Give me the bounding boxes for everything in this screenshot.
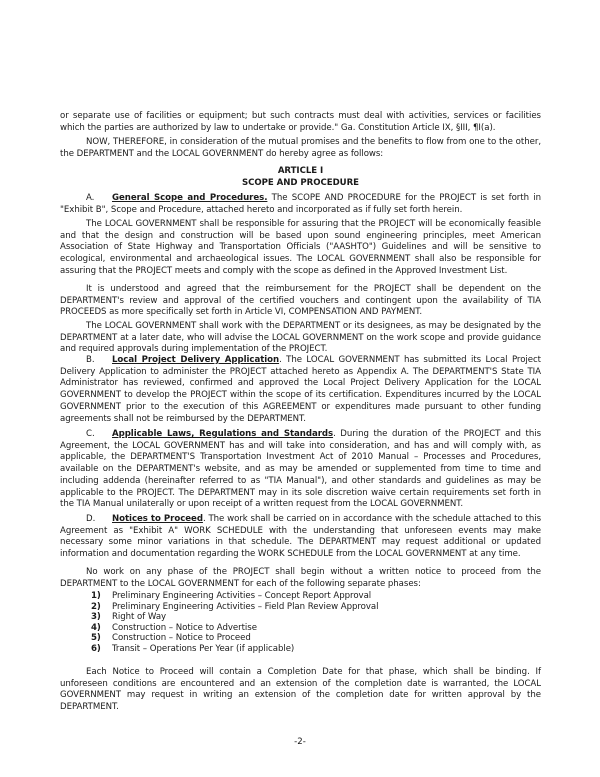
- section-b-label: B.: [86, 355, 95, 365]
- phases-list: [91, 591, 531, 655]
- paragraph-completion-date: Each Notice to Proceed will contain a Completion Date for that phase, which shall be binding. If unforeseen conditions are encountered and an extension of the completion date is warranted, the LOCAL GOVERNMENT may request in writing an extension of the completion date for written approval by the DEPARTMENT.: [60, 667, 541, 713]
- list-number: 1): [91, 591, 101, 601]
- list-item: [91, 591, 531, 602]
- section-d: [60, 514, 541, 561]
- section-d-heading: Notices to Proceed: [112, 514, 203, 524]
- list-text: Preliminary Engineering Activities – Field Plan Review Approval: [112, 601, 379, 612]
- list-item: [91, 612, 531, 623]
- section-d-label: D.: [86, 514, 96, 524]
- section-a-label: A.: [86, 193, 95, 203]
- section-b: [60, 355, 541, 425]
- article-title: ARTICLE I: [277, 166, 324, 176]
- list-number: 3): [91, 612, 101, 623]
- paragraph-now-therefore: NOW, THEREFORE, in consideration of the mutual promises and the benefits to flow from one to the other, the DEPARTMENT and the LOCAL GOVERNMENT do hereby agree as follows:: [60, 137, 541, 159]
- list-item: [91, 644, 531, 655]
- article-subtitle: SCOPE AND PROCEDURE: [242, 178, 359, 188]
- paragraph-constitution-quote: or separate use of facilities or equipment; but such contracts must deal with activities, services or facilities which the parties are authorized by law to undertake or provide." Ga. Constitution Article IX, §III, ¶I(a).: [60, 111, 541, 133]
- list-text: Preliminary Engineering Activities – Concept Report Approval: [112, 591, 372, 601]
- page-number: -2-: [294, 737, 306, 747]
- section-b-text: . The LOCAL GOVERNMENT has submitted its Local Project Delivery Application to administer the PROJECT attached hereto as Appendix A. The DEPARTMENT'S State TIA Administrator has reviewed, confirmed and approved the Local Project Delivery Application for the LOCAL GOVERNMENT to develop the PROJECT within the scope of its certification. Expenditures incurred by the LOCAL GOVERNMENT prior to the execution of this AGREEMENT or expenditures made pursuant to other funding agreements shall not be reimbursed by the DEPARTMENT.: [60, 355, 541, 424]
- list-item: [91, 633, 531, 644]
- list-item: [91, 602, 531, 613]
- section-c-label: C.: [86, 429, 95, 439]
- section-a: [60, 193, 541, 216]
- section-a-text: The SCOPE AND PROCEDURE for the PROJECT is set forth in "Exhibit B", Scope and Procedure, attached hereto and incorporated as if fully set forth herein.: [60, 193, 541, 215]
- list-text: Construction – Notice to Advertise: [112, 622, 257, 633]
- section-c: [60, 429, 541, 511]
- paragraph-no-work: No work on any phase of the PROJECT shall begin without a written notice to proceed from the DEPARTMENT to the LOCAL GOVERNMENT for each of the following separate phases:: [60, 567, 541, 589]
- list-item: [91, 623, 531, 634]
- list-number: 4): [91, 622, 101, 633]
- paragraph-reimbursement: It is understood and agreed that the reimbursement for the PROJECT shall be dependent on the DEPARTMENT's review and approval of the certified vouchers and contingent upon the availability of TIA PROCEEDS as more specifically set forth in Article VI, COMPENSATION AND PAYMENT.: [60, 284, 541, 318]
- section-b-heading: Local Project Delivery Application: [112, 355, 280, 365]
- list-number: 2): [91, 601, 101, 612]
- paragraph-responsibility: The LOCAL GOVERNMENT shall be responsible for assuring that the PROJECT will be economically feasible and that the design and construction will be based upon sound engineering principles, meet American Association of State Highway and Transportation Officials ("AASHTO") Guidelines and will be sensitive to ecological, environmental and archaeological issues. The LOCAL GOVERNMENT shall also be responsible for assuring that the PROJECT meets and comply with the scope as defined in the Approved Investment List.: [60, 219, 541, 276]
- section-a-heading: General Scope and Procedures.: [112, 193, 268, 203]
- list-number: 5): [91, 633, 101, 644]
- list-number: 6): [91, 643, 101, 654]
- list-text: Transit – Operations Per Year (if applicable): [112, 643, 295, 654]
- list-text: Construction – Notice to Proceed: [112, 633, 251, 644]
- section-d-text: . The work shall be carried on in accordance with the schedule attached to this Agreement as "Exhibit A" WORK SCHEDULE with the understanding that unforeseen events may make necessary some minor variations in that schedule. The DEPARTMENT may request additional or updated information and documentation regarding the WORK SCHEDULE from the LOCAL GOVERNMENT at any time.: [60, 514, 541, 560]
- list-text: Right of Way: [112, 612, 167, 623]
- section-c-heading: Applicable Laws, Regulations and Standards: [112, 429, 334, 439]
- paragraph-designees: The LOCAL GOVERNMENT shall work with the DEPARTMENT or its designees, as may be designated by the DEPARTMENT at a later date, who will advise the LOCAL GOVERNMENT on the work scope and provide guidance and required approvals during implementation of the PROJECT.: [60, 321, 541, 355]
- section-c-text: . During the duration of the PROJECT and this Agreement, the LOCAL GOVERNMENT has and will take into consideration, and has and will comply with, as applicable, the DEPARTMENT'S Transportation Investment Act of 2010 Manual – Processes and Procedures, available on the DEPARTMENT's website, and as may be amended or supplemented from time to time and including addenda (hereinafter referred to as "TIA Manual"), and other standards and guidelines as may be applicable to the PROJECT. The DEPARTMENT may in its sole discretion waive certain requirements set forth in the TIA Manual unilaterally or upon receipt of a written request from the LOCAL GOVERNMENT.: [60, 429, 541, 510]
